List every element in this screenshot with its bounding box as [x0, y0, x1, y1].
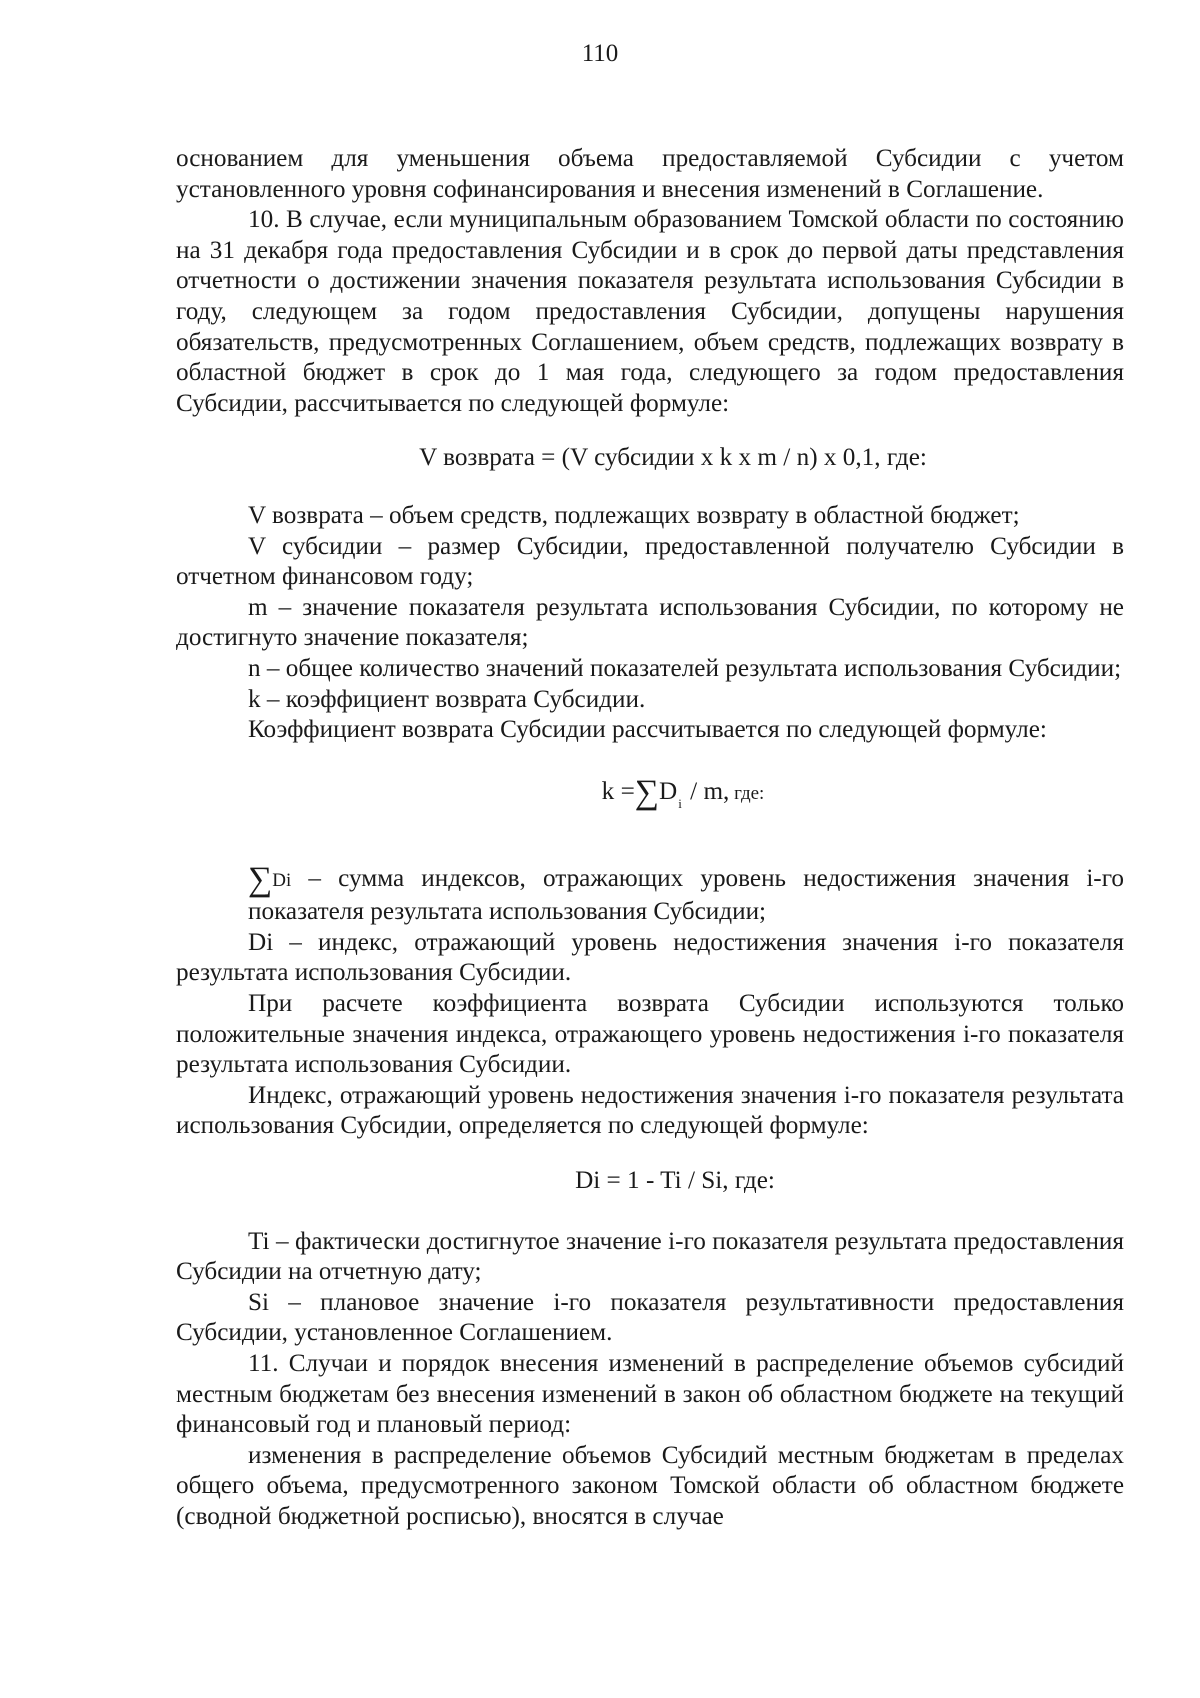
- paragraph-di-intro: Индекс, отражающий уровень недостижения значения i-го показателя результата использования Субсидии, определяется по следующей формуле:: [176, 1081, 1124, 1140]
- sum-di-text: – сумма индексов, отражающих уровень недостижения значения i-го показателя результата использования Субсидии;: [248, 865, 1124, 926]
- paragraph-10: 10. В случае, если муниципальным образованием Томской области по состоянию на 31 декабря года предоставления Субсидии и в срок до первой даты представления отчетности о достижении значения показателя результата использования Субсидии в году, следующем за годом предоставления Субсидии, допущены нарушения обязательств, предусмотренных Соглашением, объем средств, подлежащих возврату в областной бюджет в срок до 1 мая года, следующего за годом предоставления Субсидии, рассчитывается по следующей формуле:: [176, 206, 1124, 417]
- formula-v-return: V возврата = (V субсидии x k x m / n) x 0,1, где:: [419, 444, 927, 472]
- formula-k-subscript: i: [678, 795, 682, 811]
- document-body: [176, 144, 1124, 1533]
- sum-di-label: Di: [272, 870, 292, 892]
- paragraph-changes: изменения в распределение объемов Субсидий местным бюджетам в пределах общего объема, предусмотренного законом Томской области об областном бюджете (сводной бюджетной росписью), вносятся в случае: [176, 1441, 1124, 1530]
- formula-k: [176, 773, 1124, 820]
- definition-di: Di – индекс, отражающий уровень недостижения значения i-го показателя результата использования Субсидии.: [176, 928, 1124, 987]
- definition-m: m – значение показателя результата использования Субсидии, по которому не достигнуто значение показателя;: [176, 593, 1124, 652]
- definition-k: k – коэффициент возврата Субсидии.: [248, 685, 646, 713]
- definition-ti: Ti – фактически достигнутое значение i-го показателя результата предоставления Субсидии на отчетную дату;: [176, 1227, 1124, 1286]
- definition-v-return: V возврата – объем средств, подлежащих возврату в областной бюджет;: [248, 501, 1020, 529]
- formula-k-var: D: [659, 777, 678, 805]
- paragraph-positive-values: При расчете коэффициента возврата Субсидии используются только положительные значения индекса, отражающего уровень недостижения i-го показателя результата использования Субсидии.: [176, 990, 1124, 1079]
- definition-si: Si – плановое значение i-го показателя результативности предоставления Субсидии, установленное Соглашением.: [176, 1288, 1124, 1347]
- definition-sum-di: [176, 863, 1124, 928]
- formula-k-where: где:: [729, 782, 765, 804]
- page-number: 110: [581, 40, 619, 67]
- formula-k-lhs: k =: [601, 777, 635, 805]
- formula-k-rest: / m,: [683, 777, 730, 805]
- paragraph-k-intro: Коэффициент возврата Субсидии рассчитывается по следующей формуле:: [248, 716, 1047, 744]
- sum-symbol-icon: ∑: [248, 861, 273, 899]
- paragraph: основанием для уменьшения объема предоставляемой Субсидии с учетом установленного уровня софинансирования и внесения изменений в Соглашение.: [176, 145, 1124, 203]
- sum-symbol-icon: ∑: [634, 773, 660, 811]
- definition-n: n – общее количество значений показателей результата использования Субсидии;: [248, 654, 1122, 682]
- definition-v-subsidy: V субсидии – размер Субсидии, предоставленной получателю Субсидии в отчетном финансовом году;: [176, 532, 1124, 591]
- paragraph-11: 11. Случаи и порядок внесения изменений в распределение объемов субсидий местным бюджетам без внесения изменений в закон об областном бюджете на текущий финансовый год и плановый период:: [176, 1350, 1124, 1439]
- formula-di: Di = 1 - Ti / Si, где:: [575, 1167, 775, 1195]
